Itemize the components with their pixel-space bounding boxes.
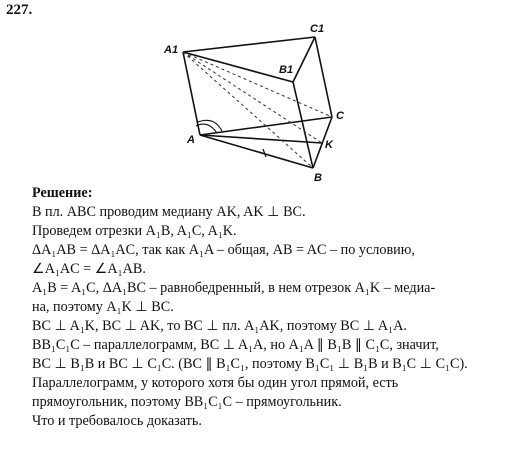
problem-number: 227. bbox=[6, 2, 33, 18]
edge-b1-b bbox=[293, 82, 313, 168]
label-c: C bbox=[336, 110, 344, 122]
solution-line: Проведем отрезки A₁B, A₁C, A₁K. bbox=[32, 223, 237, 239]
solution-line: Параллелограмм, у которого хотя бы один угол прямой, есть bbox=[32, 375, 399, 391]
segment-a1-c bbox=[183, 52, 332, 117]
edge-c1-c bbox=[315, 37, 332, 117]
prism-figure bbox=[0, 0, 529, 185]
solution-heading: Решение: bbox=[32, 185, 93, 201]
solution-line: A₁B = A₁C, ΔA₁BC – равнобедренный, в нем отрезок A₁K – медиа- bbox=[32, 280, 436, 296]
solution-line: BC ⊥ A₁K, BC ⊥ AK, то BC ⊥ пл. A₁AK, поэтому BC ⊥ A₁A. bbox=[32, 318, 407, 334]
solution-line: BB₁C₁C – параллелограмм, BC ⊥ A₁A, но A₁A ∥ B₁B ∥ C₁C, значит, bbox=[32, 337, 439, 353]
label-a: A bbox=[187, 134, 195, 146]
label-c1: C1 bbox=[310, 23, 325, 35]
edge-a1-c1 bbox=[183, 37, 315, 52]
label-a1: A1 bbox=[164, 44, 179, 56]
solution-line: ∠A₁AC = ∠A₁AB. bbox=[32, 261, 146, 277]
solid-edges bbox=[183, 37, 332, 168]
label-k: K bbox=[325, 139, 333, 151]
solution-text bbox=[32, 184, 522, 431]
label-b1: B1 bbox=[279, 64, 294, 76]
solution-line: BC ⊥ B₁B и BC ⊥ C₁C. (BC ∥ B₁C₁, поэтому B₁C₁ ⊥ B₁B и B₁C ⊥ C₁C). bbox=[32, 356, 468, 372]
solution-line: Что и требовалось доказать. bbox=[32, 413, 202, 429]
edge-a-b bbox=[200, 135, 313, 168]
edge-a1-b1 bbox=[183, 52, 293, 82]
solution-line: ΔA₁AB = ΔA₁AC, так как A₁A – общая, AB = AC – по условию, bbox=[32, 242, 415, 258]
solution-line: В пл. ABC проводим медиану AK, AK ⊥ BC. bbox=[32, 204, 306, 220]
label-b: B bbox=[314, 172, 322, 184]
solution-line: прямоугольник, поэтому BB₁C₁C – прямоугольник. bbox=[32, 394, 342, 410]
edge-b1-c1 bbox=[293, 37, 315, 82]
median-ak bbox=[200, 135, 322, 143]
solution-line: на, поэтому A₁K ⊥ BC. bbox=[32, 299, 174, 315]
edge-a-c bbox=[200, 117, 332, 135]
